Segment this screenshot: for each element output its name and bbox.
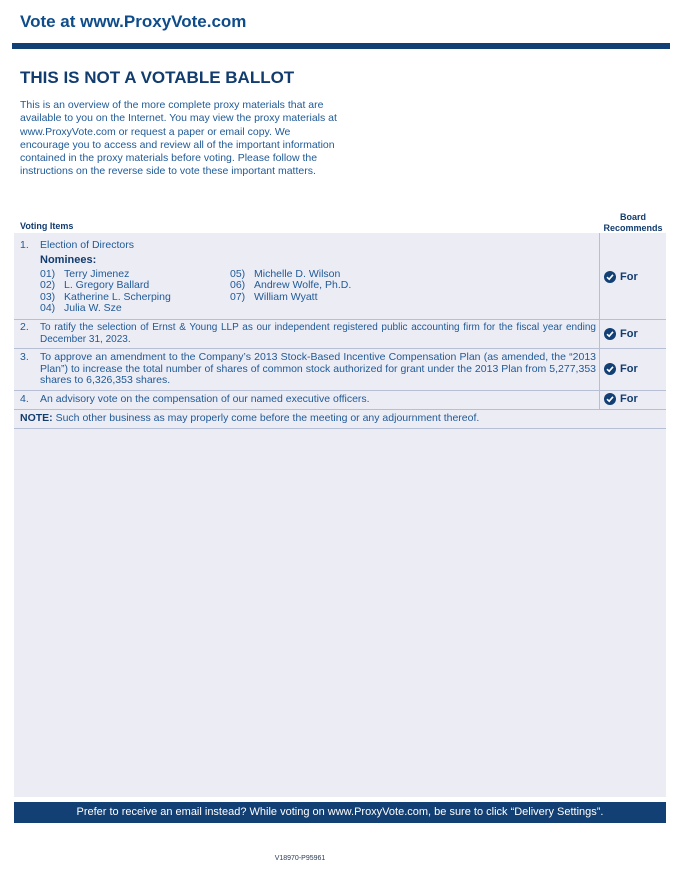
- recommendation-text: For: [620, 363, 638, 375]
- header-title: Vote at www.ProxyVote.com: [20, 12, 247, 31]
- nominee: [230, 280, 351, 292]
- board-recommends-header: [600, 212, 666, 233]
- nominee-name: Terry Jimenez: [64, 268, 130, 280]
- nominee-number: 01): [40, 268, 56, 280]
- nominee-name: Michelle D. Wilson: [254, 268, 341, 280]
- item-text: Election of Directors: [40, 239, 134, 251]
- nominee-number: 07): [230, 291, 246, 303]
- row-divider: [14, 390, 666, 391]
- nominee-name: William Wyatt: [254, 291, 318, 303]
- item-number: 3.: [20, 351, 29, 363]
- nominee-name: L. Gregory Ballard: [64, 279, 150, 291]
- recommendation-text: For: [620, 271, 638, 283]
- item-number: 1.: [20, 239, 29, 251]
- intro-paragraph: This is an overview of the more complete proxy materials that are available to you on the Internet. You may view the proxy materials at www.ProxyVote.com or request a paper or email copy. We encourage you to access and review all of the important information contained in the proxy materials before voting. Please follow the instructions on the reverse side to vote these important matters.: [20, 99, 337, 178]
- item-text: To ratify the selection of Ernst & Young LLP as our independent registered public accounting firm for the fiscal year ending December 31, 2023.: [40, 322, 596, 345]
- nominee-name: Julia W. Sze: [64, 302, 122, 314]
- nominee: [40, 303, 122, 315]
- board-header-line1: Board: [619, 212, 646, 222]
- note-label: NOTE:: [20, 412, 53, 424]
- document-code: V18970-P95961: [274, 855, 326, 862]
- nominee-number: 03): [40, 291, 56, 303]
- board-recommendation-2: [604, 328, 638, 340]
- nominee-number: 04): [40, 302, 56, 314]
- checkmark-circle-icon: [604, 363, 616, 375]
- voting-panel: [14, 233, 666, 797]
- nominee-number: 05): [230, 268, 246, 280]
- nominee-number: 06): [230, 279, 246, 291]
- item-number: 2.: [20, 321, 29, 333]
- email-delivery-banner: Prefer to receive an email instead? While voting on www.ProxyVote.com, be sure to click “Delivery Settings”.: [14, 802, 666, 823]
- column-divider: [599, 233, 600, 409]
- row-divider: [14, 428, 666, 429]
- item-text: To approve an amendment to the Company’s 2013 Stock-Based Incentive Compensation Plan (as amended, the “2013 Plan”) to increase the total number of shares of common stock authorized for grant under the 2013 Plan from 5,277,353 shares to 6,326,353 shares.: [40, 351, 596, 386]
- nominee: [40, 280, 149, 292]
- board-header-line2: Recommends: [603, 222, 663, 233]
- voting-items-header: Voting Items: [20, 221, 74, 231]
- board-recommendation-4: [604, 393, 638, 405]
- checkmark-circle-icon: [604, 393, 616, 405]
- checkmark-circle-icon: [604, 271, 616, 283]
- nominee-name: Andrew Wolfe, Ph.D.: [254, 279, 352, 291]
- nominee-number: 02): [40, 279, 56, 291]
- board-recommendation-1: [604, 271, 638, 283]
- checkmark-circle-icon: [604, 328, 616, 340]
- ballot-title: THIS IS NOT A VOTABLE BALLOT: [20, 68, 295, 87]
- item-number: 4.: [20, 393, 29, 405]
- note-text: Such other business as may properly come before the meeting or any adjournment thereof.: [52, 412, 480, 424]
- board-recommendation-3: [604, 363, 638, 375]
- note: [20, 412, 479, 424]
- nominees-label: Nominees:: [40, 254, 97, 266]
- item-text: An advisory vote on the compensation of our named executive officers.: [40, 393, 370, 405]
- row-divider: [14, 319, 666, 320]
- row-divider: [14, 348, 666, 349]
- recommendation-text: For: [620, 393, 638, 405]
- header-divider: [12, 43, 670, 49]
- nominee: [230, 292, 318, 304]
- row-divider: [14, 409, 666, 410]
- recommendation-text: For: [620, 328, 638, 340]
- nominee-name: Katherine L. Scherping: [64, 291, 171, 303]
